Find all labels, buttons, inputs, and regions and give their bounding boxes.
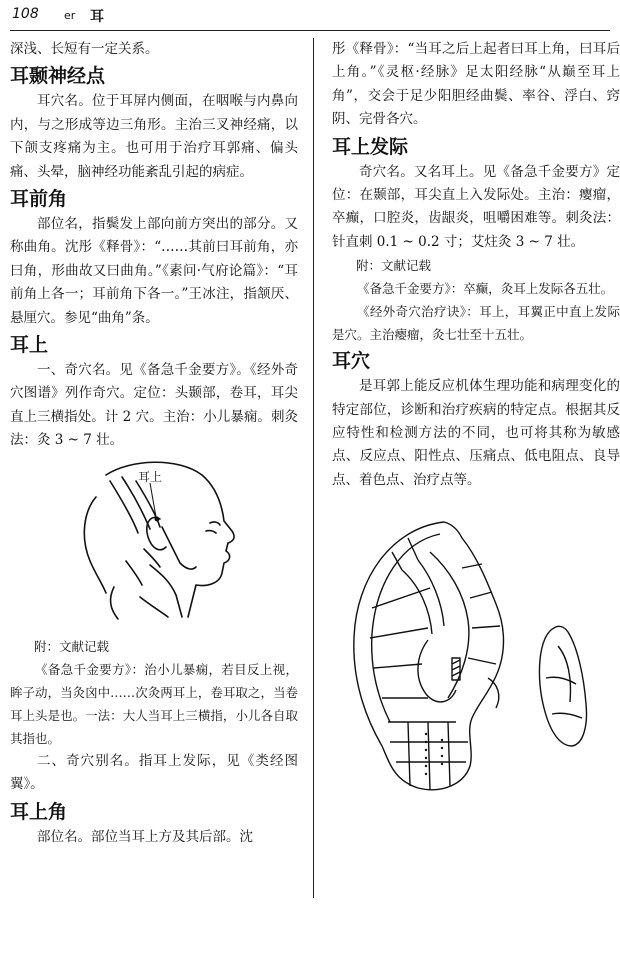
header-character: 耳 xyxy=(90,9,104,25)
literature-title: 附：文献记载 xyxy=(356,258,432,274)
entry-body: 二、奇穴别名。指耳上发际，见《类经图翼》。 xyxy=(10,752,298,793)
head-hand-drawing xyxy=(10,457,298,625)
literature-title: 附：文献记载 xyxy=(34,638,110,654)
literature-text: 《备急千金要方》：卒癫，灸耳上发际各五壮。 xyxy=(357,281,614,297)
page-header xyxy=(0,0,620,32)
entry-heading: 耳穴 xyxy=(332,350,371,373)
auricle-illustration xyxy=(332,508,620,802)
header-pinyin: er xyxy=(64,9,76,22)
left-column xyxy=(10,38,298,849)
continued-text: 深浅、长短有一定关系。 xyxy=(10,41,159,57)
entry-heading: 耳上 xyxy=(10,334,49,357)
literature-text: 《备急千金要方》：治小儿暴痫，若目反上视，眸子动，当灸囟中……次灸两耳上，卷耳取之，当卷耳上头是也。一法：大人当耳上三横指，小儿各自取其指也。 xyxy=(10,661,298,746)
head-illustration xyxy=(10,457,298,629)
auricle-zone-diagram xyxy=(332,508,610,798)
entry-body: 奇穴名。又名耳上。见《备急千金要方》定位：在颞部，耳尖直上入发际处。主治：瘿瘤，卒癫，口腔炎，齿龈炎，咀嚼困难等。刺灸法：针直刺 0.1 ~ 0.2 寸；艾炷灸 3 ~ 7 壮。 xyxy=(332,163,620,250)
entry-heading: 耳上角 xyxy=(10,800,68,823)
entry-heading: 耳颞神经点 xyxy=(10,65,106,88)
entry-heading: 耳上发际 xyxy=(332,135,409,158)
entry-heading: 耳前角 xyxy=(10,188,68,211)
entry-body: 一、奇穴名。见《备急千金要方》。《经外奇穴图谱》列作奇穴。定位：头颞部，卷耳，耳尖直上三横指处。计 2 穴。主治：小儿暴痫。刺灸法：灸 3 ~ 7 壮。 xyxy=(10,362,298,449)
entry-body: 部位名，指鬓发上部向前方突出的部分。又称曲角。沈彤《释骨》：“……其前曰耳前角，亦曰角，形曲故又曰曲角。”《素问·气府论篇》：“耳前角上各一；耳前角下各一。”王冰注，指颔厌、悬厘穴。参见“曲角”条。 xyxy=(10,216,298,326)
page-number: 108 xyxy=(12,6,39,22)
entry-body: 是耳郭上能反应机体生理功能和病理变化的特定部位，诊断和治疗疾病的特定点。根据其反应特性和检测方法的不同，也可将其称为敏感点、反应点、阳性点、压痛点、低电阻点、良导点、着色点、治疗点等。 xyxy=(332,378,620,488)
continued-text: 彤《释骨》：“当耳之后上起者曰耳上角，曰耳后上角。”《灵枢·经脉》足太阳经脉“从巅至耳上角”，交会于足少阳胆经曲鬓、率谷、浮白、窍阴、完骨各穴。 xyxy=(332,41,620,128)
literature-text: 《经外奇穴治疗诀》：耳上，耳翼正中直上发际是穴。主治瘿瘤，灸七壮至十五壮。 xyxy=(332,304,620,343)
header-rule xyxy=(10,30,610,31)
figure-label: 耳上 xyxy=(138,469,163,484)
right-column xyxy=(332,38,620,808)
entry-body: 部位名。部位当耳上方及其后部。沈 xyxy=(37,828,253,845)
entry-body: 耳穴名。位于耳屏内侧面，在咽喉与内鼻向内，与之形成等边三角形。主治三叉神经痛，以下颌支疼痛为主。也可用于治疗耳郭痛、偏头痛、头晕，脑神经功能紊乱引起的病症。 xyxy=(10,93,298,180)
column-divider xyxy=(313,38,314,898)
